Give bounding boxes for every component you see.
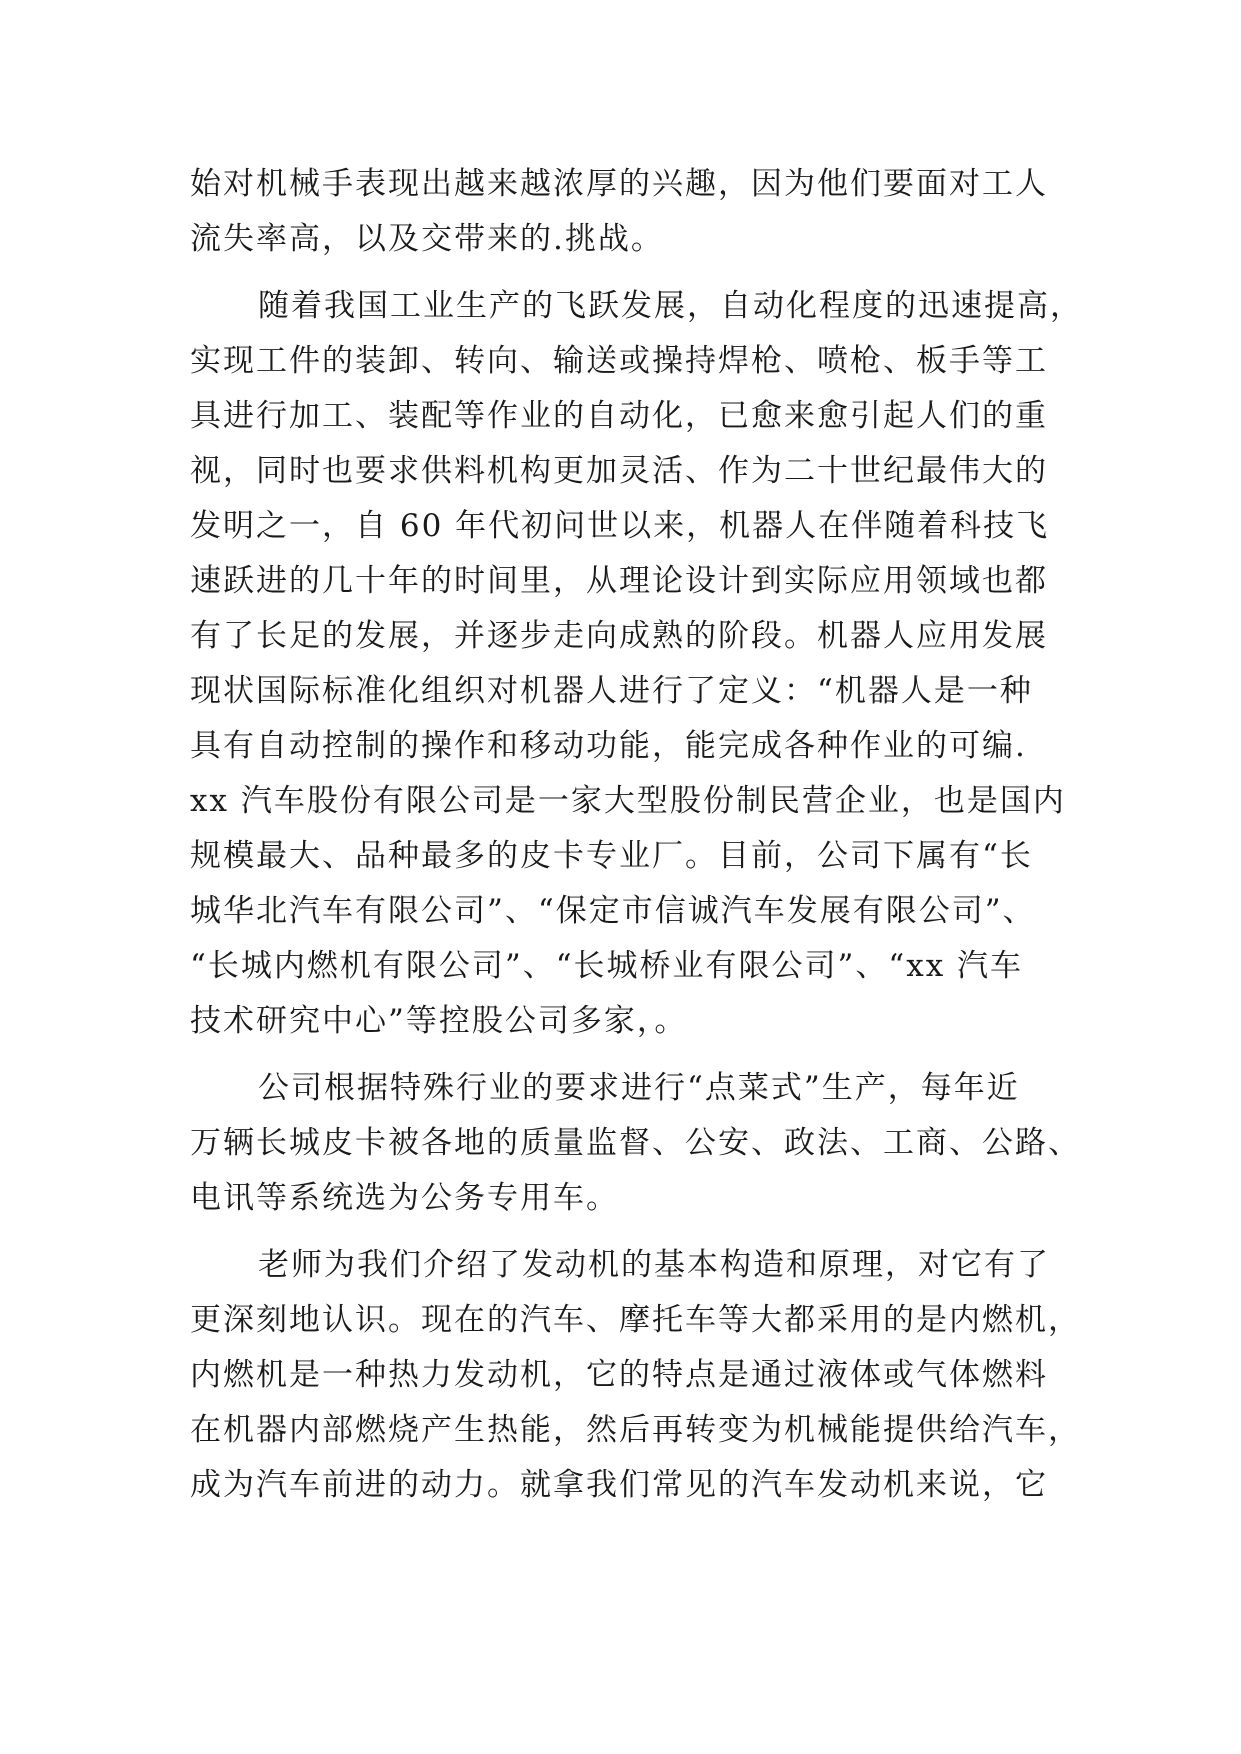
paragraph-line: 速跃进的几十年的时间里，从理论设计到实际应用领域也都 <box>190 563 1048 599</box>
paragraph-3 <box>190 1061 1081 1226</box>
paragraph-1 <box>190 157 1070 267</box>
paragraph-line: 具有自动控制的操作和移动功能，能完成各种作业的可编. <box>190 728 1027 764</box>
paragraph-line: 公司根据特殊行业的要求进行“点菜式”生产，每年近 <box>258 1070 1020 1106</box>
paragraph-line: 规模最大、品种最多的皮卡专业厂。目前，公司下属有“长 <box>190 838 1033 874</box>
paragraph-line: 电讯等系统选为公务专用车。 <box>190 1180 619 1216</box>
paragraph-line: 成为汽车前进的动力。就拿我们常见的汽车发动机来说，它 <box>190 1467 1048 1503</box>
paragraph-2 <box>190 279 1083 1049</box>
paragraph-line: 发明之一，自 60 年代初问世以来，机器人在伴随着科技飞 <box>190 508 1050 544</box>
paragraph-line: xx 汽车股份有限公司是一家大型股份制民营企业，也是国内 <box>190 783 1066 819</box>
paragraph-line: 城华北汽车有限公司”、“保定市信诚汽车发展有限公司”、 <box>190 893 1036 929</box>
paragraph-line: 技术研究中心”等控股公司多家，。 <box>190 1003 688 1039</box>
paragraph-line: 有了长足的发展，并逐步走向成熟的阶段。机器人应用发展 <box>190 618 1048 654</box>
paragraph-line: 内燃机是一种热力发动机，它的特点是通过液体或气体燃料 <box>190 1357 1048 1393</box>
paragraph-line: 随着我国工业生产的飞跃发展，自动化程度的迅速提高， <box>258 288 1083 324</box>
paragraph-line: 具进行加工、装配等作业的自动化，已愈来愈引起人们的重 <box>190 398 1048 434</box>
paragraph-line: “长城内燃机有限公司”、“长城桥业有限公司”、“xx 汽车 <box>190 948 1024 984</box>
paragraph-line: 始对机械手表现出越来越浓厚的兴趣，因为他们要面对工人 <box>190 166 1048 202</box>
paragraph-line: 更深刻地认识。现在的汽车、摩托车等大都采用的是内燃机， <box>190 1302 1081 1338</box>
paragraph-line: 视，同时也要求供料机构更加灵活、作为二十世纪最伟大的 <box>190 453 1048 489</box>
paragraph-line: 流失率高，以及交带来的.挑战。 <box>190 221 664 257</box>
paragraph-line: 万辆长城皮卡被各地的质量监督、公安、政法、工商、公路、 <box>190 1125 1081 1161</box>
paragraph-line: 现状国际标准化组织对机器人进行了定义：“机器人是一种 <box>190 673 1033 709</box>
paragraph-4 <box>190 1238 1081 1513</box>
paragraph-line: 老师为我们介绍了发动机的基本构造和原理，对它有了 <box>258 1247 1050 1283</box>
document-body <box>190 157 1083 1513</box>
paragraph-line: 在机器内部燃烧产生热能，然后再转变为机械能提供给汽车， <box>190 1412 1081 1448</box>
paragraph-line: 实现工件的装卸、转向、输送或操持焊枪、喷枪、板手等工 <box>190 343 1048 379</box>
